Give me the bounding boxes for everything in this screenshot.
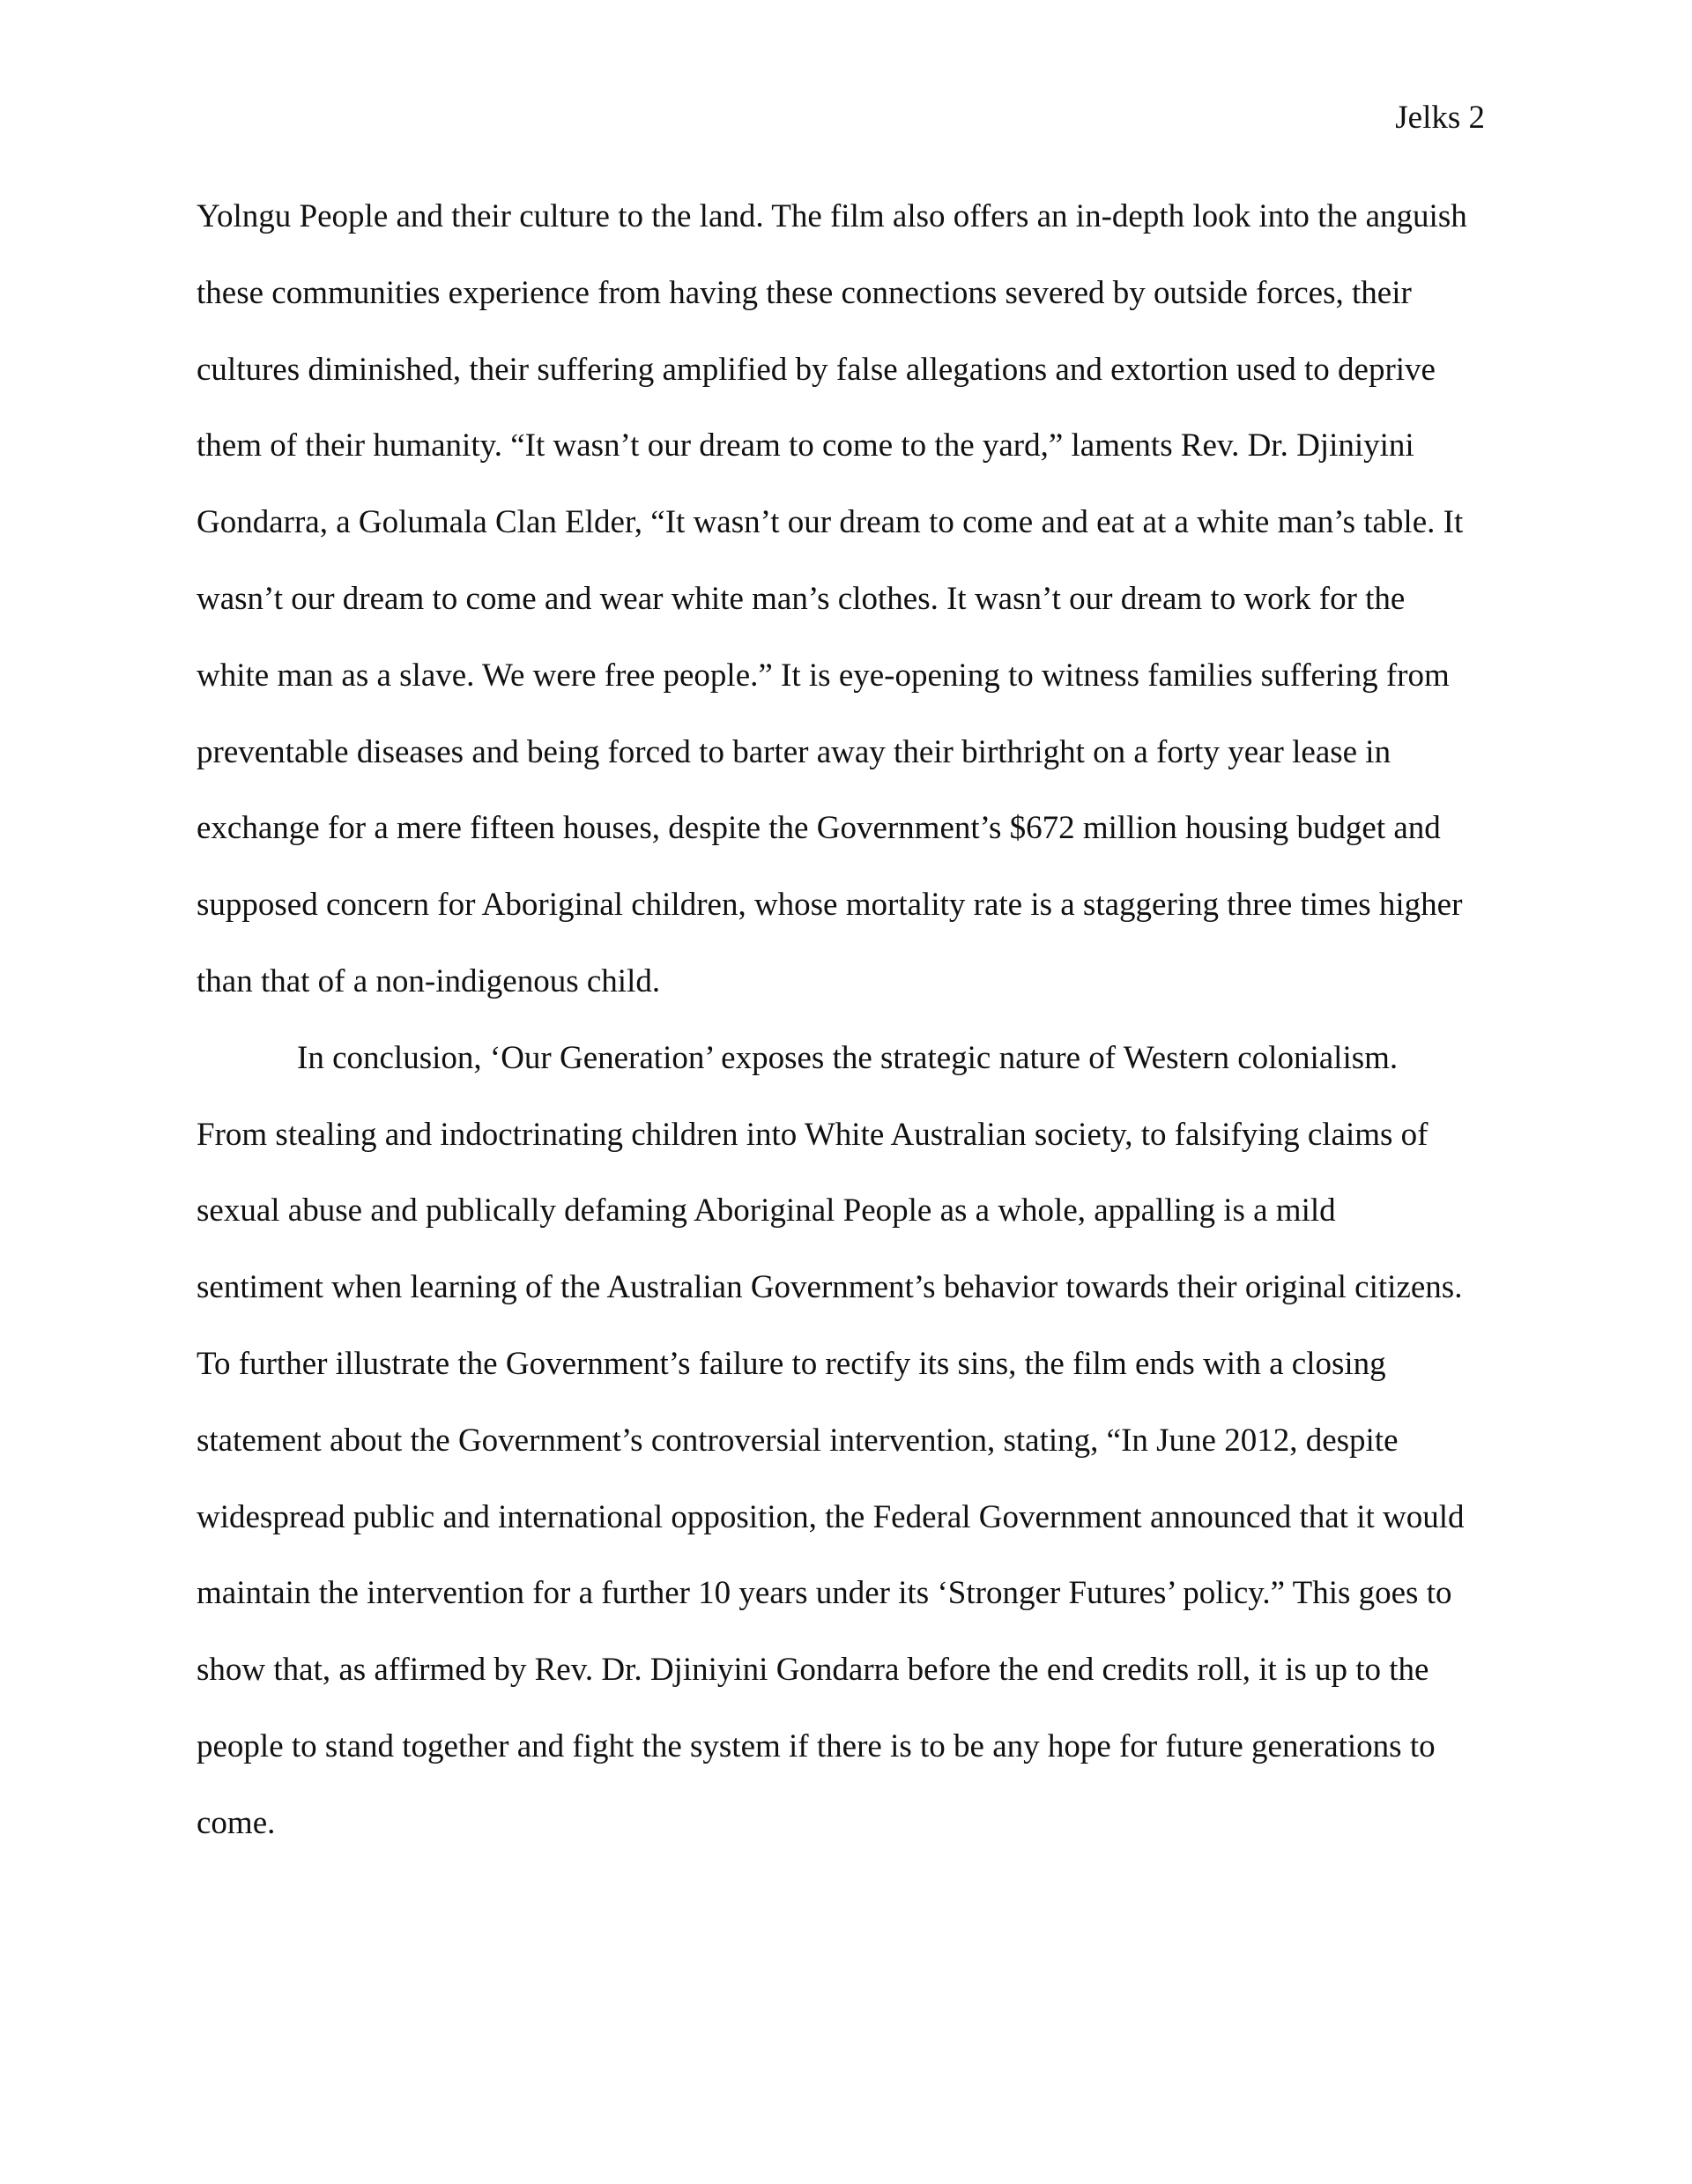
text-line: exchange for a mere fifteen houses, despite the Government’s $672 million housing budget and	[197, 810, 1441, 847]
text-line: come.	[197, 1804, 276, 1841]
text-line: people to stand together and fight the system if there is to be any hope for future generations to	[197, 1727, 1436, 1764]
text-line-indented: In conclusion, ‘Our Generation’ exposes the strategic nature of Western colonialism.	[297, 1039, 1399, 1076]
text-line: them of their humanity. “It wasn’t our dream to come to the yard,” laments Rev. Dr. Djiniyini	[197, 427, 1414, 464]
text-line: From stealing and indoctrinating children into White Australian society, to falsifying claims of	[197, 1116, 1429, 1153]
text-line: Gondarra, a Golumala Clan Elder, “It wasn’t our dream to come and eat at a white man’s table. It	[197, 504, 1464, 541]
paragraph-2	[197, 1036, 1496, 1877]
text-line: supposed concern for Aboriginal children, whose mortality rate is a staggering three times higher	[197, 887, 1463, 924]
text-line: than that of a non-indigenous child.	[197, 962, 661, 999]
text-line: maintain the intervention for a further 10 years under its ‘Stronger Futures’ policy.” This goes to	[197, 1575, 1452, 1612]
text-line: widespread public and international opposition, the Federal Government announced that it would	[197, 1498, 1465, 1535]
text-line: sexual abuse and publically defaming Aboriginal People as a whole, appalling is a mild	[197, 1192, 1336, 1229]
text-line: statement about the Government’s controversial intervention, stating, “In June 2012, despite	[197, 1422, 1399, 1459]
text-line: To further illustrate the Government’s failure to rectify its sins, the film ends with a closing	[197, 1345, 1386, 1382]
text-line: Yolngu People and their culture to the land. The film also offers an in-depth look into the anguish	[197, 198, 1467, 234]
text-line: cultures diminished, their suffering amplified by false allegations and extortion used to deprive	[197, 351, 1436, 388]
text-line: show that, as affirmed by Rev. Dr. Djiniyini Gondarra before the end credits roll, it is up to the	[197, 1652, 1429, 1689]
paragraph-1	[197, 194, 1496, 1036]
page-header: Jelks 2	[1395, 100, 1485, 136]
text-line: preventable diseases and being forced to barter away their birthright on a forty year lease in	[197, 733, 1391, 770]
text-line: these communities experience from having these connections severed by outside forces, their	[197, 274, 1412, 311]
text-line: white man as a slave. We were free people.” It is eye-opening to witness families suffering from	[197, 657, 1450, 694]
text-line: sentiment when learning of the Australian Government’s behavior towards their original citizens.	[197, 1269, 1463, 1306]
document-body	[197, 194, 1496, 1877]
text-line: wasn’t our dream to come and wear white man’s clothes. It wasn’t our dream to work for the	[197, 580, 1406, 617]
